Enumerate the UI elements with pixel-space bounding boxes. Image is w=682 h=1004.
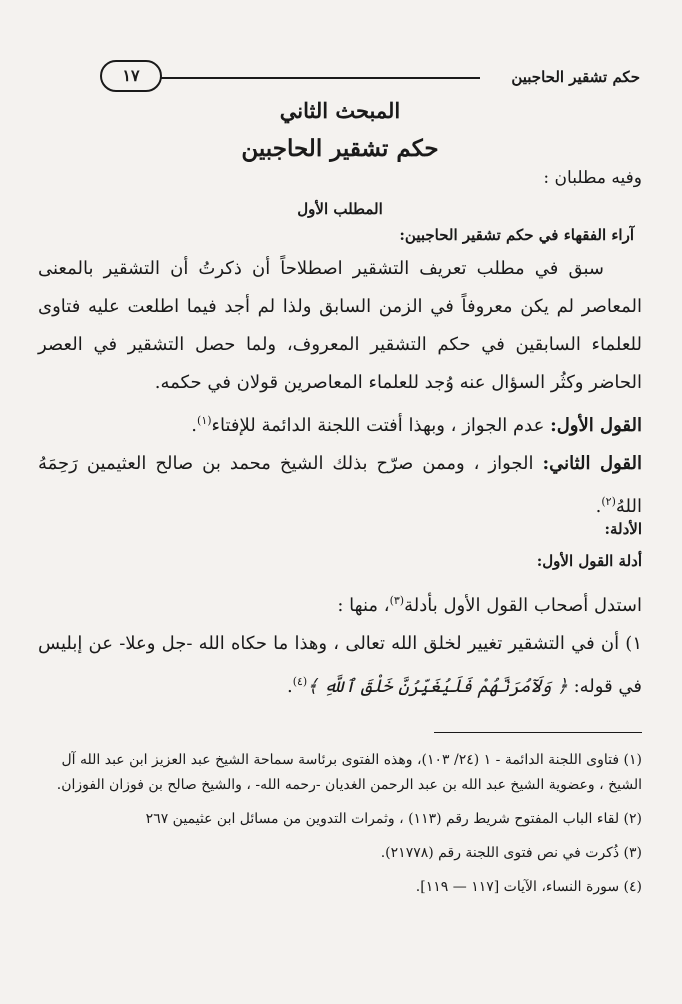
evidence-point-1: ١) أن في التشقير تغيير لخلق الله تعالى ، وهذا ما حكاه الله -جل وعلا- عن إبليس في قوله: ﴿ وَلَآمُرَنَّهُمْ فَلَيُغَيِّرُنَّ خَلْقَ ٱللَّهِ ﴾$^{(٤)}$.	[38, 633, 642, 697]
first-opinion-label: القول الأول:	[550, 415, 642, 436]
evidence-intro: استدل أصحاب القول الأول بأدلة$^{(٣)}$، منها :	[337, 594, 642, 616]
second-opinion	[38, 445, 642, 526]
page-number: ١٧	[100, 60, 162, 92]
section-title: المبحث الثاني	[279, 98, 401, 123]
topic-title: حكم تشقير الحاجبين	[241, 135, 439, 162]
first-opinion-text: عدم الجواز ، وبهذا أفتت اللجنة الدائمة للإفتاء	[211, 415, 551, 436]
running-header	[100, 56, 640, 96]
intro-line: وفيه مطلبان :	[543, 168, 642, 188]
matlab-subtitle: آراء الفقهاء في حكم تشقير الحاجبين:	[399, 226, 634, 244]
header-title: حكم تشقير الحاجبين	[511, 68, 640, 86]
footnotes	[32, 748, 642, 909]
second-opinion-text: الجواز ، وممن صرّح بذلك الشيخ محمد بن صالح العثيمين رَحِمَهُ اللهُ	[38, 453, 642, 517]
quran-verse: ﴿ وَلَآمُرَنَّهُمْ فَلَيُغَيِّرُنَّ خَلْقَ ٱللَّهِ ﴾	[307, 676, 568, 697]
footnote-divider	[434, 732, 642, 733]
footnote-2: (٢) لقاء الباب المفتوح شريط رقم (١١٣) ، وثمرات التدوين من مسائل ابن عثيمين ٢٦٧	[145, 811, 642, 827]
paragraph-1: سبق في مطلب تعريف التشقير اصطلاحاً أن ذكرتُ أن التشقير بالمعنى المعاصر لم يكن معروفاً في الزمن السابق ولذا لم أجد فيما اطلعت عليه فتاوى للعلماء السابقين في حكم التشقير المعروف، ولما حصل التشقير في العصر الحاضر وكثُر السؤال عنه وُجد للعلماء المعاصرين قولان في حكمه.	[38, 258, 642, 393]
main-text	[38, 250, 642, 526]
evidence-text	[38, 582, 642, 706]
footnote-ref-1: (١)	[197, 414, 212, 427]
footnote-4: (٤) سورة النساء، الآيات [١١٧ — ١١٩].	[415, 879, 642, 895]
footnote-ref-3: (٣)	[389, 594, 405, 607]
footnote-ref-4: (٤)	[292, 675, 308, 688]
matlab-title: المطلب الأول	[297, 200, 383, 218]
footnote-ref-2: (٢)	[601, 495, 616, 508]
footnote-1: (١) فتاوى اللجنة الدائمة - ١ (٢٤/ ١٠٣)، وهذه الفتوى برئاسة سماحة الشيخ عبد العزيز ابن عبد الله آل الشيخ ، وعضوية الشيخ عبد الله بن عبد الرحمن الغديان -رحمه الله- ، والشيخ صالح بن فوزان الفوزان.	[56, 752, 642, 793]
chapter-titles	[60, 92, 620, 168]
first-opinion-end: .	[191, 415, 198, 436]
second-opinion-end: .	[595, 496, 602, 517]
evidence-title: الأدلة:	[604, 520, 642, 538]
footnote-3: (٣) ذُكرت في نص فتوى اللجنة رقم (٢١٧٧٨).	[380, 845, 642, 861]
second-opinion-label: القول الثاني:	[542, 453, 642, 474]
header-rule	[160, 77, 480, 79]
evidence-subtitle: أدلة القول الأول:	[536, 552, 642, 570]
first-opinion	[38, 402, 642, 445]
